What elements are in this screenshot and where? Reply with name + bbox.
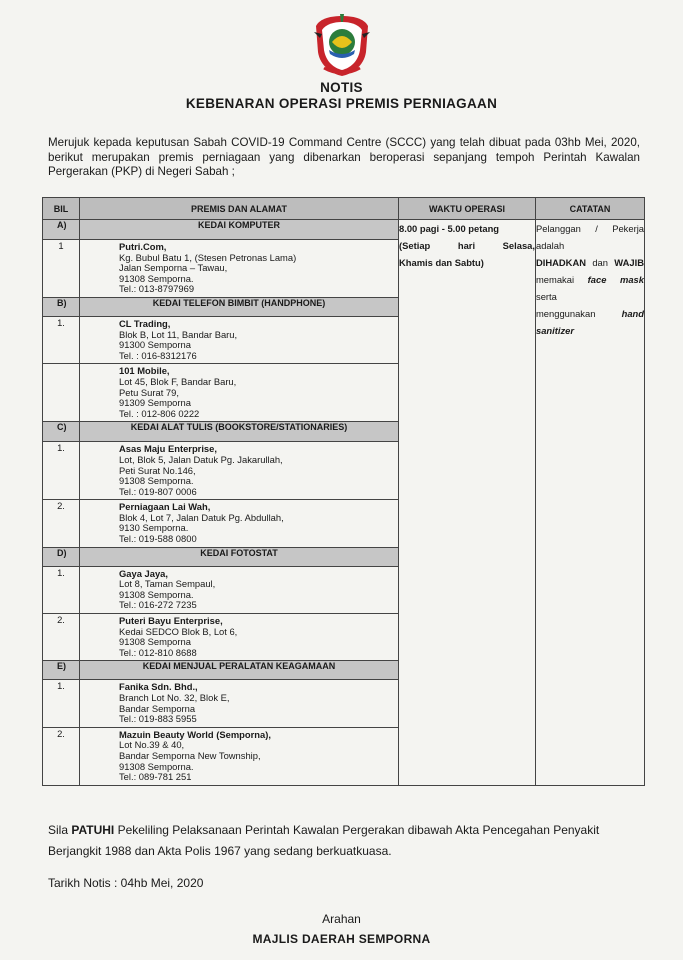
address-line: Bandar Semporna New Township,	[119, 749, 261, 761]
entry-number: 2.	[43, 614, 80, 661]
section-letter: C)	[43, 422, 80, 442]
phone-line: Tel.: 019-807 0006	[119, 485, 197, 497]
address-line: 91308 Semporna.	[119, 475, 194, 487]
section-name: KEDAI KOMPUTER	[80, 220, 399, 240]
operating-hours-time: 8.00 pagi - 5.00 petang	[399, 223, 500, 234]
entry-details	[80, 364, 399, 422]
header-waktu: WAKTU OPERASI	[399, 198, 536, 220]
premise-name: Mazuin Beauty World (Semporna),	[119, 728, 271, 740]
intro-paragraph: Merujuk kepada keputusan Sabah COVID-19 Command Centre (SCCC) yang telah dibuat pada 03hb Mei, 2020, berikut merupakan premis perniagaan yang dibenarkan beroperasi sepanjang tempoh Perintah Kawalan Pergerakan (PKP) di Negeri Sabah ;	[48, 136, 640, 178]
phone-line: Tel.: 016-272 7235	[119, 599, 197, 611]
entry-details	[80, 614, 399, 661]
phone-line: Tel.: 089-781 251	[119, 771, 192, 783]
address-line: Lot 8, Taman Sempaul,	[119, 578, 216, 590]
operating-hours-days-1: (Setiap hari Selasa,	[399, 240, 535, 251]
address-line: 91308 Semporna.	[119, 760, 194, 772]
entry-number: 1.	[43, 442, 80, 500]
address-line: 91309 Semporna	[119, 397, 191, 409]
notes-dihadkan: DIHADKAN	[536, 257, 586, 268]
notes-menggunakan: menggunakan	[536, 308, 622, 319]
address-line: Branch Lot No. 32, Blok E,	[119, 692, 230, 703]
phone-line: Tel.: 019-588 0800	[119, 533, 197, 545]
majlis-crest-logo	[310, 12, 374, 78]
operating-hours-days-2: Khamis dan Sabtu)	[399, 257, 484, 268]
header-premis: PREMIS DAN ALAMAT	[80, 198, 399, 220]
premise-name: Gaya Jaya,	[119, 567, 168, 579]
entry-number: 2.	[43, 500, 80, 547]
section-name: KEDAI TELEFON BIMBIT (HANDPHONE)	[80, 297, 399, 316]
section-name: KEDAI ALAT TULIS (BOOKSTORE/STATIONARIES)	[80, 422, 399, 442]
entry-number: 1.	[43, 316, 80, 363]
notes-line-2	[536, 254, 644, 271]
address-line: 91308 Semporna.	[119, 272, 194, 284]
table-header-row	[43, 198, 645, 220]
premise-name: Puteri Bayu Enterprise,	[119, 615, 223, 627]
section-letter: D)	[43, 547, 80, 566]
notes-wajib: WAJIB	[614, 257, 644, 268]
notice-date: Tarikh Notis : 04hb Mei, 2020	[48, 876, 204, 890]
section-letter: B)	[43, 297, 80, 316]
address-line: Petu Surat 79,	[119, 386, 179, 398]
premises-table	[42, 197, 645, 786]
compliance-pre: Sila	[48, 823, 72, 837]
address-line: 91308 Semporna.	[119, 588, 194, 600]
address-line: Lot, Blok 5, Jalan Datuk Pg. Jakarullah,	[119, 453, 283, 465]
premise-name: CL Trading,	[119, 317, 171, 329]
address-line: Peti Surat No.146,	[119, 464, 196, 476]
address-line: 91300 Semporna	[119, 339, 191, 351]
section-name: KEDAI FOTOSTAT	[80, 547, 399, 566]
entry-details	[80, 316, 399, 363]
compliance-post: Pekeliling Pelaksanaan Perintah Kawalan Pergerakan dibawah Akta Pencegahan Penyakit Berjangkit 1988 dan Akta Polis 1967 yang sedang berkuatkuasa.	[48, 823, 600, 858]
notes-sanitizer: sanitizer	[536, 325, 575, 336]
phone-line: Tel. : 012-806 0222	[119, 407, 200, 419]
entry-details	[80, 500, 399, 547]
section-name: KEDAI MENJUAL PERALATAN KEAGAMAAN	[80, 661, 399, 680]
section-letter: E)	[43, 661, 80, 680]
notice-subtitle: KEBENARAN OPERASI PREMIS PERNIAGAAN	[185, 96, 498, 111]
operating-hours-cell	[399, 220, 536, 786]
header-catatan: CATATAN	[536, 198, 645, 220]
entry-details	[80, 240, 399, 298]
phone-line: Tel.: 013-8797969	[119, 283, 195, 295]
address-line: Jalan Semporna – Tawau,	[119, 262, 228, 274]
compliance-paragraph	[48, 820, 648, 862]
notes-serta: serta	[536, 291, 557, 302]
entry-details	[80, 727, 399, 785]
phone-line: Tel. : 016-8312176	[119, 349, 197, 361]
entry-number: 1.	[43, 680, 80, 727]
notice-title: NOTIS	[320, 80, 363, 95]
section-row-a	[43, 220, 645, 240]
address-line: Blok 4, Lot 7, Jalan Datuk Pg. Abdullah,	[119, 511, 284, 523]
notes-line-4	[536, 305, 644, 322]
notes-hand: hand	[621, 308, 644, 319]
entry-details	[80, 680, 399, 727]
address-line: Lot 45, Blok F, Bandar Baru,	[119, 375, 237, 387]
notes-line-3	[536, 271, 644, 305]
premise-name: 101 Mobile,	[119, 365, 170, 377]
premise-name: Asas Maju Enterprise,	[119, 443, 217, 455]
premise-name: Fanika Sdn. Bhd.,	[119, 681, 198, 693]
address-line: 9130 Semporna.	[119, 522, 189, 534]
compliance-patuhi: PATUHI	[71, 823, 115, 837]
address-line: Kedai SEDCO Blok B, Lot 6,	[119, 625, 238, 637]
notes-cell	[536, 220, 645, 786]
entry-details	[80, 442, 399, 500]
issuer-name: MAJLIS DAERAH SEMPORNA	[252, 932, 431, 946]
entry-number: 2.	[43, 727, 80, 785]
notes-face-mask: face mask	[587, 274, 644, 285]
notes-line-1: Pelanggan / Pekerja adalah	[536, 223, 644, 251]
address-line: 91308 Semporna	[119, 636, 191, 648]
phone-line: Tel.: 019-883 5955	[119, 713, 197, 725]
entry-number	[43, 364, 80, 422]
premise-name: Perniagaan Lai Wah,	[119, 501, 211, 513]
address-line: Kg. Bubul Batu 1, (Stesen Petronas Lama)	[119, 251, 297, 263]
address-line: Lot No.39 & 40,	[119, 739, 185, 751]
premise-name: Putri.Com,	[119, 241, 167, 252]
phone-line: Tel.: 012-810 8688	[119, 646, 197, 658]
address-line: Bandar Semporna	[119, 702, 196, 714]
notes-dan: dan	[586, 257, 615, 268]
entry-number: 1.	[43, 566, 80, 613]
arahan-label: Arahan	[322, 912, 361, 926]
header-bil: BIL	[43, 198, 80, 220]
entry-details	[80, 566, 399, 613]
notes-memakai: memakai	[536, 274, 588, 285]
entry-number: 1	[43, 240, 80, 298]
address-line: Blok B, Lot 11, Bandar Baru,	[119, 328, 238, 340]
section-letter: A)	[43, 220, 80, 240]
